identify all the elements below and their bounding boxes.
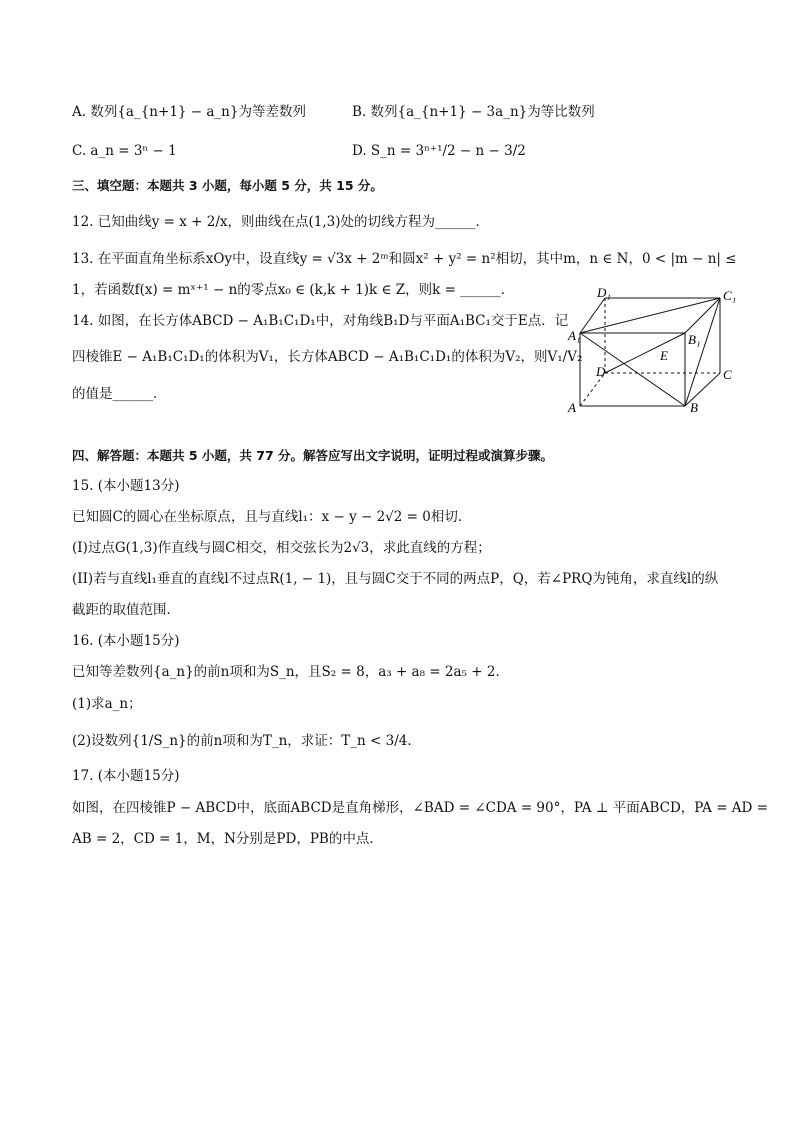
label-b: B — [690, 400, 698, 415]
q13-line2: 1，若函数f(x) = mˣ⁺¹ − n的零点x₀ ∈ (k,k + 1)k ∈ Z，则k = ______． — [72, 282, 515, 298]
q17-line1: 如图，在四棱锥P − ABCD中，底面ABCD是直角梯形，∠BAD = ∠CDA = 90°，PA ⊥ 平面ABCD，PA = AD = — [72, 800, 768, 816]
label-c: C — [723, 367, 732, 382]
q15-part2a: (II)若与直线l₁垂直的直线l不过点R(1, − 1)，且与圆C交于不同的两点P，Q，若∠PRQ为钝角，求直线l的纵 — [72, 571, 719, 587]
label-d: D — [596, 364, 606, 379]
q15-part2b: 截距的取值范围． — [72, 602, 180, 618]
q16-part2: (2)设数列{1/S_n}的前n项和为T_n，求证：T_n < 3/4． — [72, 733, 421, 749]
q15-stem: 已知圆C的圆心在坐标原点，且与直线l₁：x − y − 2√2 = 0相切． — [72, 509, 472, 525]
label-a1: A₁ — [568, 328, 581, 343]
q17-line2: AB = 2，CD = 1，M，N分别是PD，PB的中点． — [72, 831, 383, 847]
label-c1: C₁ — [723, 288, 737, 303]
option-a: A. 数列{a_{n+1} − a_n}为等差数列 — [72, 104, 306, 120]
label-d1: D₁ — [597, 288, 611, 300]
q17-title: 17. (本小题15分) — [72, 768, 180, 784]
q14-line2: 四棱锥E − A₁B₁C₁D₁的体积为V₁，长方体ABCD − A₁B₁C₁D₁的体积为V₂，则V₁/V₂ — [72, 349, 583, 365]
diagonal-b1d — [605, 333, 685, 373]
section4-heading: 四、解答题：本题共 5 小题，共 77 分。解答应写出文字说明，证明过程或演算步骤。 — [72, 448, 554, 463]
option-b: B. 数列{a_{n+1} − 3a_n}为等比数列 — [352, 104, 595, 120]
q12-text: 12. 已知曲线y = x + 2/x，则曲线在点(1,3)处的切线方程为______． — [72, 214, 490, 230]
option-d: D. S_n = 3ⁿ⁺¹/2 − n − 3/2 — [352, 143, 526, 159]
q15-part1: (I)过点G(1,3)作直线与圆C相交，相交弦长为2√3，求此直线的方程； — [72, 540, 491, 556]
q16-part1: (1)求a_n； — [72, 696, 142, 712]
section3-heading: 三、填空题：本题共 3 小题，每小题 5 分，共 15 分。 — [72, 178, 383, 193]
q14-line3: 的值是______． — [72, 386, 167, 402]
q16-title: 16. (本小题15分) — [72, 633, 180, 649]
cuboid-figure — [560, 288, 740, 418]
q13-line1: 13. 在平面直角坐标系xOy中，设直线y = √3x + 2ᵐ和圆x² + y² = n²相切，其中m，n ∈ N，0 < |m − n| ≤ — [72, 251, 737, 267]
q16-stem: 已知等差数列{a_n}的前n项和为S_n，且S₂ = 8，a₃ + a₈ = 2a₅ + 2． — [72, 664, 509, 680]
label-a: A — [568, 400, 576, 415]
label-e: E — [660, 348, 668, 363]
option-c: C. a_n = 3ⁿ − 1 — [72, 143, 177, 159]
q14-line1: 14. 如图，在长方体ABCD − A₁B₁C₁D₁中，对角线B₁D与平面A₁BC₁交于E点．记 — [72, 313, 569, 329]
q15-title: 15. (本小题13分) — [72, 478, 180, 494]
label-b1: B₁ — [688, 332, 701, 347]
